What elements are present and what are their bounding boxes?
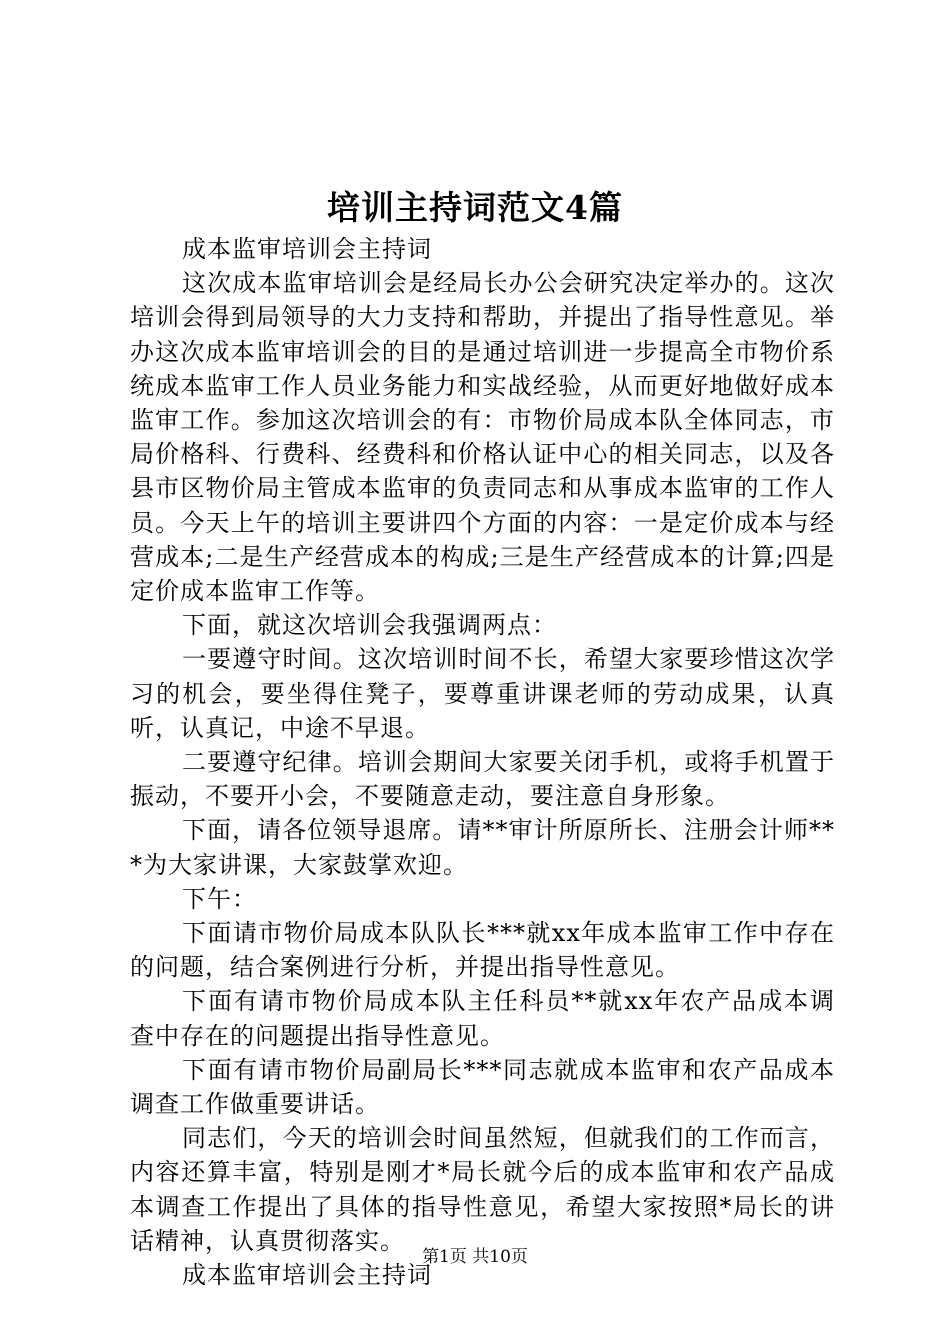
paragraph-intro: 这次成本监审培训会是经局长办公会研究决定举办的。这次培训会得到局领导的大力支持和帮助，并提出了指导性意见。举办这次成本监审培训会的目的是通过培训进一步提高全市物价系统成本监审工作人员业务能力和实战经验，从而更好地做好成本监审工作。参加这次培训会的有：市物价局成本队全体同志，市局价格科、行费科、经费科和价格认证中心的相关同志，以及各县市区物价局主管成本监审的负责同志和从事成本监审的工作人员。今天上午的培训主要讲四个方面的内容：一是定价成本与经营成本;二是生产经营成本的构成;三是生产经营成本的计算;四是定价成本监审工作等。 <box>130 269 835 606</box>
paragraph-speaker-2: 下面有请市物价局成本队主任科员**就xx年农产品成本调查中存在的问题提出指导性意见。 <box>130 987 835 1050</box>
paragraph-closing: 同志们，今天的培训会时间虽然短，但就我们的工作而言，内容还算丰富，特别是刚才*局长就今后的成本监审和农产品成本调查工作提出了具体的指导性意见，希望大家按照*局长的讲话精神，认真贯彻落实。 <box>130 1124 835 1255</box>
paragraph-subtitle: 成本监审培训会主持词 <box>182 235 432 263</box>
paragraph-speaker-3: 下面有请市物价局副局长***同志就成本监审和农产品成本调查工作做重要讲话。 <box>130 1055 835 1119</box>
paragraph-next-subtitle: 成本监审培训会主持词 <box>182 1261 432 1290</box>
paragraph-afternoon: 下午： <box>182 884 257 913</box>
paragraph-point-time: 一要遵守时间。这次培训时间不长，希望大家要珍惜这次学习的机会，要坐得住凳子，要尊重讲课老师的劳动成果，认真听，认真记，中途不早退。 <box>130 645 835 742</box>
paragraph-speaker-1: 下面请市物价局成本队队长***就xx年成本监审工作中存在的问题，结合案例进行分析，并提出指导性意见。 <box>130 919 835 982</box>
paragraph-emphasis: 下面，就这次培训会我强调两点： <box>182 611 557 640</box>
paragraph-lecture-intro: 下面，请各位领导退席。请**审计所原所长、注册会计师***为大家讲课，大家鼓掌欢迎。 <box>130 816 835 879</box>
document-title: 培训主持词范文4篇 <box>327 188 623 227</box>
page-footer: 第1页 共10页 <box>422 1247 528 1267</box>
paragraph-point-discipline: 二要遵守纪律。培训会期间大家要关闭手机，或将手机置于振动，不要开小会，不要随意走动，要注意自身形象。 <box>130 748 835 811</box>
document-body <box>130 232 835 1292</box>
